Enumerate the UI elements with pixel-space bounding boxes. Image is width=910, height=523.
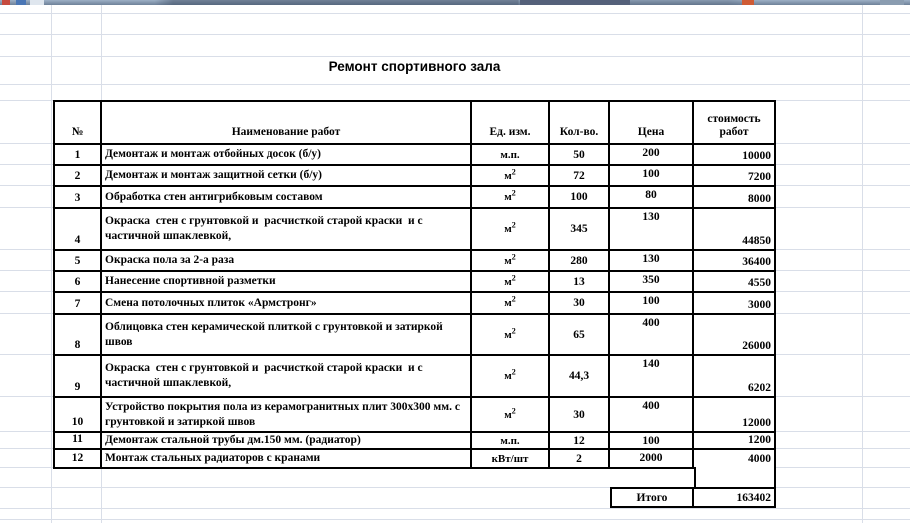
cell-name[interactable] [102, 272, 472, 293]
cell-name[interactable] [102, 356, 472, 398]
table-row [55, 356, 774, 398]
cell-name[interactable] [102, 145, 472, 166]
cell-price-text: 130 [642, 211, 660, 223]
header-name[interactable] [102, 102, 472, 145]
cell-num-text: 10 [71, 416, 84, 428]
cell-name[interactable] [102, 209, 472, 251]
cell-unit-text: $м^2$ [504, 166, 516, 182]
total-label-cell[interactable]: Итого [612, 489, 694, 506]
cell-num[interactable] [55, 356, 102, 398]
cell-cost[interactable] [694, 145, 774, 166]
unit-superscript: 2 [511, 188, 516, 198]
cell-cost[interactable] [694, 433, 774, 450]
cell-name-text: Обработка стен антигрибковым составом [105, 190, 323, 203]
window-titlebar [0, 0, 910, 5]
gridline-vertical [862, 5, 863, 523]
cell-name-text: Окраска пола за 2-а раза [105, 254, 235, 266]
gridline-horizontal [0, 519, 910, 520]
unit-superscript: 2 [511, 220, 516, 230]
cell-name[interactable] [102, 187, 472, 209]
cell-cost[interactable] [694, 398, 774, 433]
cell-unit[interactable] [472, 209, 550, 251]
cell-name-text: Смена потолочных плиток «Армстронг» [105, 296, 317, 309]
cell-cost-text: 4000 [748, 453, 771, 465]
cell-qty[interactable] [550, 251, 610, 272]
cell-unit[interactable] [472, 433, 550, 450]
cell-qty[interactable] [550, 315, 610, 356]
gridline-horizontal [0, 84, 910, 85]
work-table [53, 100, 776, 469]
cell-cost-text: 4550 [748, 277, 771, 289]
toolbar-icon-blue-icon [16, 0, 26, 5]
cell-price-text: 130 [642, 253, 660, 265]
cell-price-text: 350 [642, 274, 660, 286]
app-icon-icon [2, 0, 10, 5]
document-title-smudge-icon [520, 0, 630, 5]
cell-num-text: 6 [74, 276, 81, 288]
header-num[interactable] [55, 102, 102, 145]
cell-unit[interactable] [472, 272, 550, 293]
cell-cost-text: 12000 [742, 417, 771, 429]
cell-num-text: 4 [74, 234, 81, 246]
cell-qty-text: 2 [576, 452, 582, 465]
table-row [55, 433, 774, 450]
cell-qty-text: 72 [573, 169, 585, 182]
cell-name-text: Окраска стен с грунтовкой и расчисткой старой краски и с частичной шпаклевкой, [105, 215, 426, 242]
cell-price-text: 100 [642, 168, 660, 180]
cell-unit-text: $м^2$ [504, 251, 516, 267]
toolbar-icon-light-icon [30, 0, 44, 5]
cell-cost[interactable] [694, 356, 774, 398]
cell-price[interactable] [610, 356, 694, 398]
gridline-vertical [51, 5, 52, 523]
cell-num-text: 12 [71, 452, 84, 464]
header-cost-label: стоимость работ [707, 113, 761, 138]
cell-name-text: Демонтаж и монтаж защитной сетки (б/у) [105, 169, 322, 181]
cell-qty-text: 345 [570, 223, 588, 235]
gridline-horizontal [0, 508, 910, 509]
cell-num-text: 2 [74, 170, 81, 182]
cell-num[interactable] [55, 209, 102, 251]
cell-price-text: 100 [642, 295, 660, 307]
cell-num[interactable] [55, 450, 102, 467]
cell-name[interactable] [102, 293, 472, 315]
cell-qty[interactable] [550, 145, 610, 166]
cell-cost-text: 44850 [742, 235, 771, 247]
unit-superscript: 2 [511, 166, 516, 176]
cell-name-text: Окраска стен с грунтовкой и расчисткой старой краски и с частичной шпаклевкой, [105, 362, 426, 389]
cell-cost-text: 6202 [748, 382, 771, 394]
unit-superscript: 2 [511, 367, 516, 377]
cell-price-text: 2000 [639, 452, 663, 464]
cell-name-text: Демонтаж и монтаж отбойных досок (б/у) [105, 148, 322, 160]
cell-cost[interactable] [694, 209, 774, 251]
table-row [55, 272, 774, 293]
cell-unit-text: $м^2$ [504, 188, 516, 203]
cell-unit-text: м.п. [500, 148, 520, 161]
cell-price-text: 100 [642, 435, 660, 447]
cell-num-text: 11 [72, 433, 83, 445]
cell-qty[interactable] [550, 272, 610, 293]
cell-name[interactable] [102, 251, 472, 272]
table-row [55, 398, 774, 433]
table-row [55, 166, 774, 187]
cell-qty-text: 44,3 [568, 370, 590, 382]
cell-price-text: 200 [642, 147, 660, 159]
cell-price-text: 80 [645, 189, 657, 201]
cell-qty[interactable] [550, 209, 610, 251]
cell-price[interactable] [610, 315, 694, 356]
cell-cost-text: 36400 [742, 256, 771, 268]
cell-num[interactable] [55, 145, 102, 166]
unit-superscript: 2 [511, 272, 516, 282]
cell-qty-text: 280 [570, 254, 588, 267]
cell-cost[interactable] [694, 166, 774, 187]
cell-unit[interactable] [472, 166, 550, 187]
cell-qty[interactable] [550, 293, 610, 315]
cell-num-text: 7 [74, 298, 81, 310]
cell-num[interactable] [55, 433, 102, 450]
cell-unit-text: $м^2$ [504, 367, 516, 382]
cell-unit[interactable] [472, 450, 550, 467]
cell-cost-text: 10000 [742, 150, 771, 162]
cell-price[interactable] [610, 251, 694, 272]
cell-name-text: Демонтаж стальной трубы дм.150 мм. (радиатор) [105, 434, 361, 446]
cell-num[interactable] [55, 272, 102, 293]
cell-unit[interactable] [472, 398, 550, 433]
cell-price-text: 400 [642, 400, 660, 412]
cell-price[interactable] [610, 209, 694, 251]
table-row [55, 450, 774, 467]
cell-qty[interactable] [550, 433, 610, 450]
cell-qty[interactable] [550, 398, 610, 433]
cell-name[interactable] [102, 433, 472, 450]
cell-qty[interactable] [550, 187, 610, 209]
header-qty-label: Кол-во. [559, 126, 599, 138]
header-cost[interactable] [694, 102, 774, 145]
cell-price[interactable] [610, 187, 694, 209]
header-unit[interactable] [472, 102, 550, 145]
cell-unit[interactable] [472, 251, 550, 272]
cell-qty-text: 65 [573, 328, 585, 341]
sheet-title-cell[interactable]: Ремонт спортивного зала [328, 59, 501, 74]
cell-name[interactable] [102, 166, 472, 187]
cell-qty-text: 13 [573, 275, 585, 288]
cell-cost[interactable] [694, 272, 774, 293]
unit-superscript: 2 [511, 325, 516, 335]
gridline-horizontal [0, 13, 910, 14]
cell-price[interactable] [610, 398, 694, 433]
header-unit-label: Ед. изм. [489, 126, 531, 138]
cell-qty[interactable] [550, 450, 610, 467]
cell-name[interactable] [102, 315, 472, 356]
cell-unit-text: кВт/шт [491, 452, 529, 465]
gridline-horizontal [0, 56, 910, 57]
cell-cost[interactable] [694, 293, 774, 315]
header-name-label: Наименование работ [231, 126, 341, 138]
gridline-horizontal [0, 34, 910, 35]
cell-price-text: 140 [642, 358, 660, 370]
unit-superscript: 2 [511, 251, 516, 261]
cell-num[interactable] [55, 398, 102, 433]
cell-num-text: 3 [74, 192, 81, 204]
header-qty[interactable] [550, 102, 610, 145]
cell-price[interactable] [610, 293, 694, 315]
cell-qty[interactable] [550, 356, 610, 398]
cell-num[interactable] [55, 293, 102, 315]
titlebar-texture [0, 0, 910, 5]
cell-cost[interactable] [694, 450, 774, 467]
table-row [55, 209, 774, 251]
cell-num[interactable] [55, 187, 102, 209]
cell-price[interactable] [610, 272, 694, 293]
cell-num-text: 8 [74, 339, 81, 351]
unit-superscript: 2 [511, 294, 516, 304]
cell-cost[interactable] [694, 251, 774, 272]
cell-cost-text: 26000 [742, 340, 771, 352]
cell-name-text: Нанесение спортивной разметки [105, 275, 276, 287]
table-header-row [55, 102, 774, 145]
cell-num[interactable] [55, 315, 102, 356]
cell-num[interactable] [55, 166, 102, 187]
accent-block-icon [742, 0, 754, 5]
cell-cost[interactable] [694, 315, 774, 356]
cell-unit-text: $м^2$ [504, 325, 516, 341]
cell-qty-text: 30 [573, 297, 585, 309]
cell-cost-text: 1200 [748, 434, 771, 446]
cell-qty[interactable] [550, 166, 610, 187]
header-price[interactable] [610, 102, 694, 145]
cell-unit-text: $м^2$ [504, 220, 516, 235]
table-row [55, 293, 774, 315]
cell-unit[interactable] [472, 356, 550, 398]
cell-name-text: Облицовка стен керамической плиткой с грунтовкой и затиркой швов [105, 320, 446, 348]
cell-unit-text: $м^2$ [504, 272, 516, 288]
cell-price[interactable] [610, 450, 694, 467]
cell-name-text: Монтаж стальных радиаторов с кранами [105, 452, 321, 464]
unit-superscript: 2 [511, 405, 516, 415]
cell-unit-text: $м^2$ [504, 405, 516, 421]
header-num-label: № [71, 126, 84, 138]
cell-num-text: 9 [74, 381, 81, 393]
table-row [55, 315, 774, 356]
cell-num-text: 5 [74, 255, 81, 267]
window-controls-smudge-icon [880, 0, 904, 5]
cell-name-text: Устройство покрытия пола из керамогранитных плит 300х300 мм. с грунтовкой и затиркой швов [105, 400, 463, 428]
table-row [55, 251, 774, 272]
cell-cost-text: 3000 [748, 299, 771, 311]
cell-unit[interactable] [472, 293, 550, 315]
table-row [55, 145, 774, 166]
cell-price[interactable] [610, 145, 694, 166]
cell-cost-text: 8000 [748, 193, 771, 205]
cell-num-text: 1 [74, 149, 81, 161]
total-row [610, 487, 776, 508]
cell-unit[interactable] [472, 145, 550, 166]
cell-qty-text: 12 [573, 434, 585, 447]
cell-unit-text: м.п. [500, 434, 520, 447]
cell-price[interactable] [610, 166, 694, 187]
cell-unit-text: $м^2$ [504, 294, 516, 309]
table-row [55, 187, 774, 209]
work-table-rows [55, 145, 774, 467]
cell-unit[interactable] [472, 315, 550, 356]
cell-price[interactable] [610, 433, 694, 450]
total-value-cell[interactable]: 163402 [736, 492, 771, 504]
header-price-label: Цена [637, 126, 665, 138]
cell-cost-text: 7200 [748, 171, 771, 183]
cell-qty-text: 100 [570, 191, 588, 203]
cell-unit[interactable] [472, 187, 550, 209]
cell-cost[interactable] [694, 187, 774, 209]
cell-name[interactable] [102, 398, 472, 433]
cell-name[interactable] [102, 450, 472, 467]
cell-qty-text: 30 [573, 408, 585, 421]
empty-cost-cell[interactable] [694, 467, 776, 487]
cell-qty-text: 50 [573, 148, 585, 161]
cell-price-text: 400 [642, 317, 660, 329]
cell-num[interactable] [55, 251, 102, 272]
